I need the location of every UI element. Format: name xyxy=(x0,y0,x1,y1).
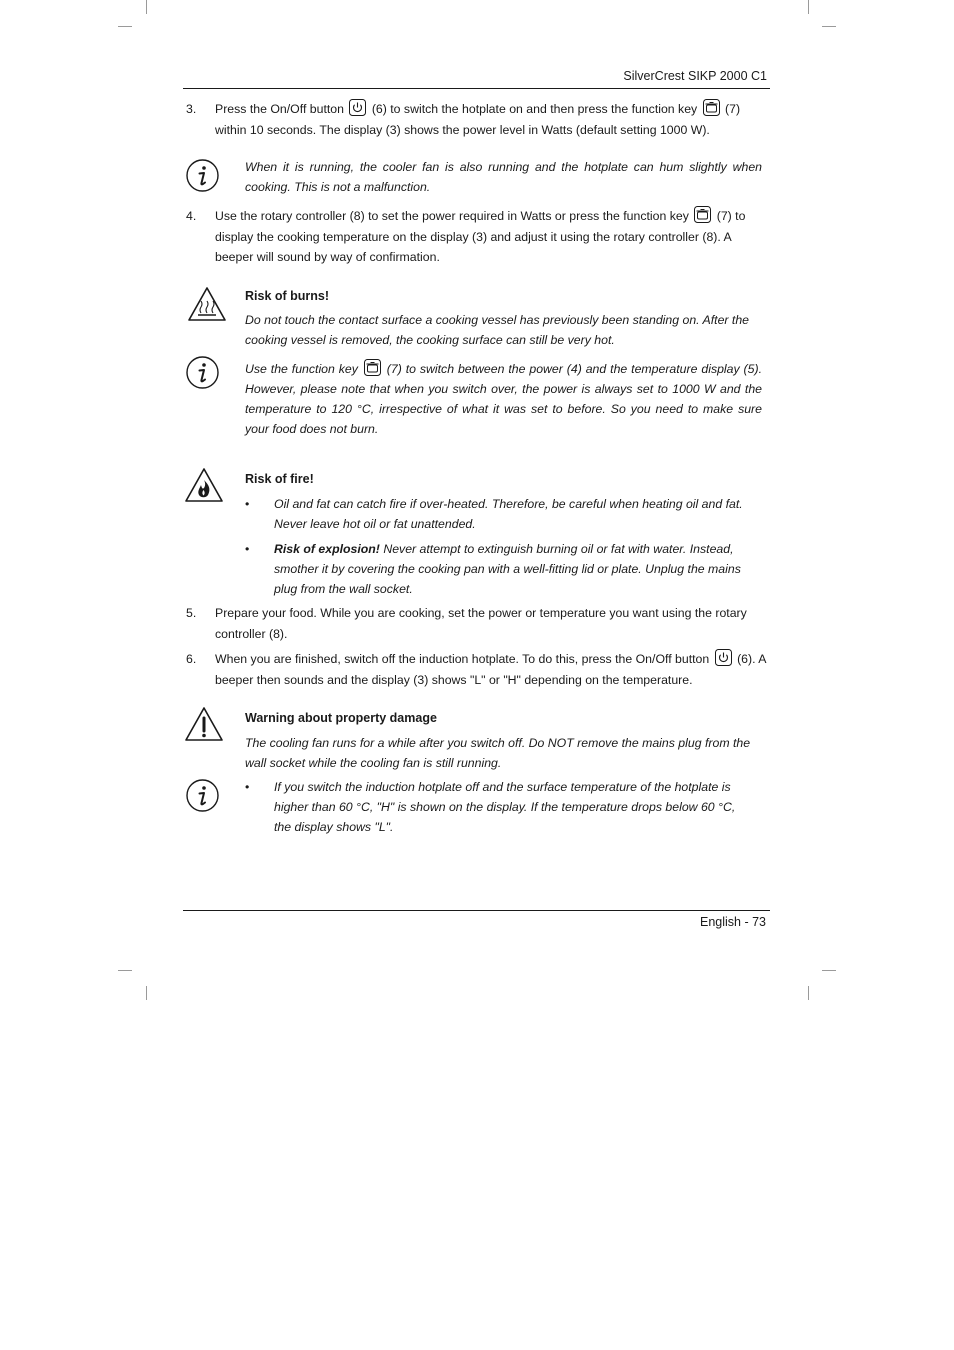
step-6 xyxy=(186,649,766,690)
crop-mark xyxy=(146,0,147,14)
hot-surface-warning-icon xyxy=(187,286,227,322)
info-icon xyxy=(186,159,219,192)
step-text: Prepare your food. While you are cooking, set the power or temperature you want using the rotary controller (8). xyxy=(215,606,747,641)
bullet-symbol: • xyxy=(245,497,250,511)
warning-text: The cooling fan runs for a while after you switch off. Do NOT remove the mains plug from the wall socket while the cooling fan is still running. xyxy=(245,736,751,770)
step-4 xyxy=(186,206,766,268)
function-key-icon xyxy=(364,359,381,376)
fire-warning-icon xyxy=(184,467,224,503)
crop-mark xyxy=(146,986,147,1000)
step-text: (6). A beeper then sounds and the display (3) shows "L" or "H" depending on the temperature. xyxy=(215,652,766,687)
note-text: Use the function key xyxy=(245,362,358,376)
page-number: English - 73 xyxy=(699,915,766,929)
power-button-icon xyxy=(349,99,366,116)
list-item xyxy=(245,494,755,534)
step-text: (7) to display the cooking temperature on the display (3) and adjust it using the rotary controller (8). A beeper will sound by way of confirmation. xyxy=(215,209,746,264)
info-icon xyxy=(186,356,219,389)
document-header-title: SilverCrest SIKP 2000 C1 xyxy=(623,69,767,83)
list-item xyxy=(245,539,755,599)
step-text: (7) within 10 seconds. The display (3) shows the power level in Watts (default setting 1000 W). xyxy=(215,102,741,137)
step-text: (6) to switch the hotplate on and then press the function key xyxy=(371,102,698,116)
bullet-text: Oil and fat can catch fire if over-heated. Therefore, be careful when heating oil and fat. Never leave hot oil or fat unattended. xyxy=(274,497,743,531)
bullet-text: If you switch the induction hotplate off and the surface temperature of the hotplate is higher than 60 °C, "H" is shown on the display. If the temperature drops below 60 °C, the display shows "L". xyxy=(274,780,736,834)
bullet-symbol: • xyxy=(245,542,250,556)
function-key-icon xyxy=(703,99,720,116)
info-icon xyxy=(186,779,219,812)
power-button-icon xyxy=(715,649,732,666)
step-text: Use the rotary controller (8) to set the power required in Watts or press the function key xyxy=(215,209,689,223)
crop-mark xyxy=(822,970,836,971)
warning-heading: Warning about property damage xyxy=(245,711,437,725)
step-3 xyxy=(186,99,766,140)
warning-heading: Risk of fire! xyxy=(245,472,314,486)
bullet-text: Never attempt to extinguish burning oil or fat with water. Instead, smother it by covering the cooking pan with a well-fitting lid or plate. Unplug the mains plug from the wall socket. xyxy=(274,542,741,596)
crop-mark xyxy=(822,26,836,27)
list-item xyxy=(245,777,755,837)
step-number: 4. xyxy=(186,209,197,223)
step-number: 3. xyxy=(186,102,197,116)
function-key-icon xyxy=(694,206,711,223)
crop-mark xyxy=(808,986,809,1000)
step-text: Press the On/Off button xyxy=(215,102,344,116)
crop-mark xyxy=(118,970,132,971)
step-number: 6. xyxy=(186,652,197,666)
info-note: When it is running, the cooler fan is also running and the hotplate can hum slightly when cooking. This is not a malfunction. xyxy=(245,160,762,194)
warning-heading: Risk of burns! xyxy=(245,289,330,303)
info-note xyxy=(245,359,762,439)
crop-mark xyxy=(808,0,809,14)
footer-rule xyxy=(183,910,770,911)
note-text: (7) to switch between the power (4) and the temperature display (5). However, please note that when you switch over, the power is always set to 1000 W and the temperature to 120 °C, irrespective of what it was set to before. So you need to make sure your food does not burn. xyxy=(245,362,763,436)
step-5 xyxy=(186,603,766,644)
bullet-bold-text: Risk of explosion! xyxy=(274,542,380,556)
caution-warning-icon xyxy=(184,706,224,742)
bullet-symbol: • xyxy=(245,780,250,794)
step-text: When you are finished, switch off the induction hotplate. To do this, press the On/Off button xyxy=(215,652,710,666)
step-number: 5. xyxy=(186,606,197,620)
header-rule xyxy=(183,88,770,89)
warning-text: Do not touch the contact surface a cooking vessel has previously been standing on. After the cooking vessel is removed, the cooking surface can still be very hot. xyxy=(245,313,750,347)
crop-mark xyxy=(118,26,132,27)
